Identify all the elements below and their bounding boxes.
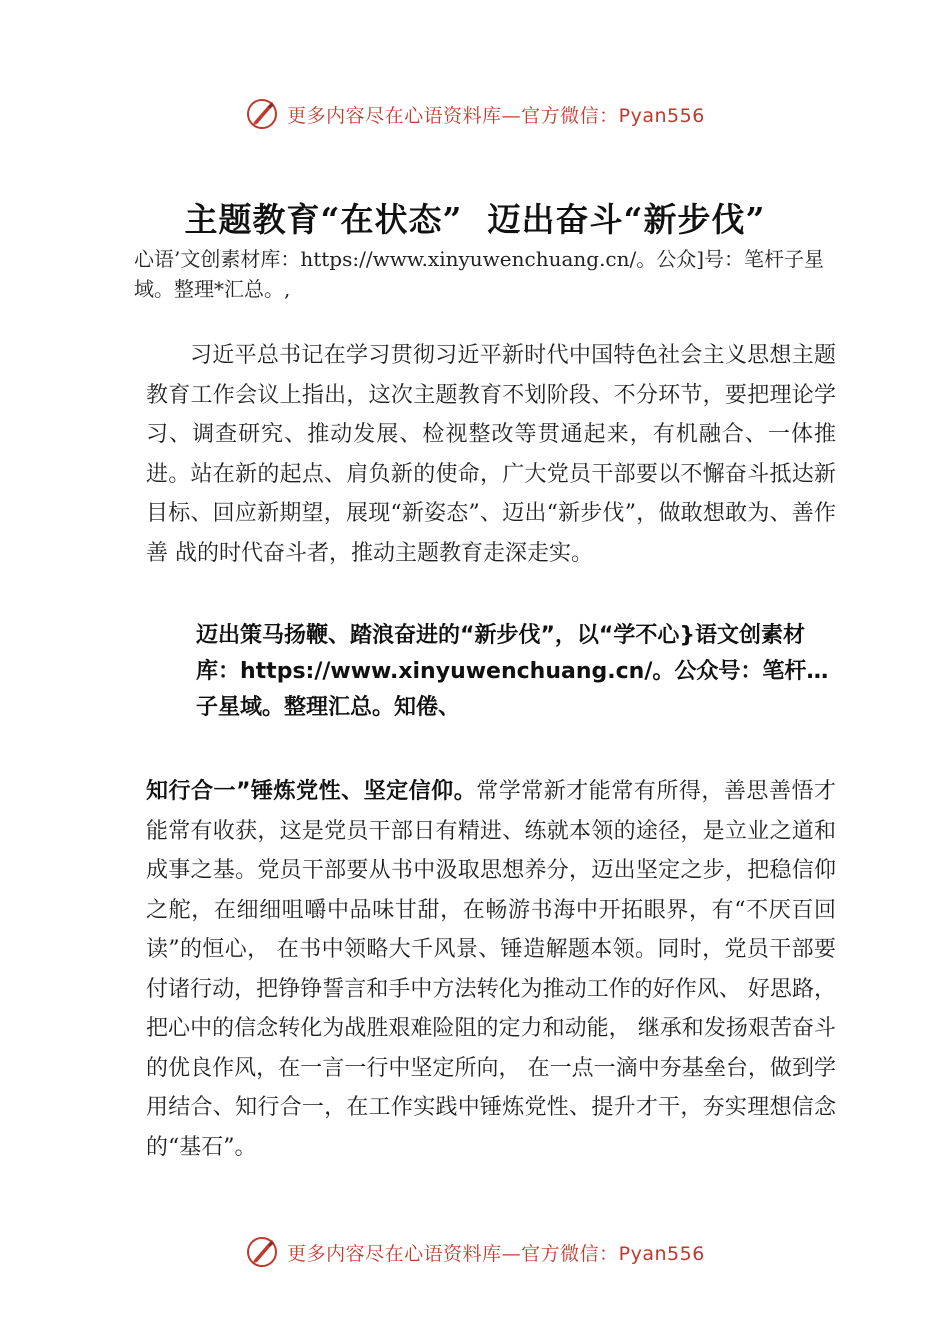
section-heading: 迈出策马扬鞭、踏浪奋进的“新步伐”，以“学不心}语文创素材库：https://www.xinyuwenchuang.cn/。公众号：笔杆…子星域。整理汇总。知倦、 <box>196 623 829 720</box>
quill-pen-icon <box>245 97 279 131</box>
watermark-text: 更多内容尽在心语资料库—官方微信：Pyan556 <box>287 1242 705 1265</box>
page-title: 主题教育“在状态” 迈出奋斗“新步伐” <box>184 200 766 239</box>
source-note: 心语’文创素材库：https://www.xinyuwenchuang.cn/。公众]号：笔杆子星域。整理*汇总。, <box>134 247 825 301</box>
paragraph-body <box>146 772 836 1167</box>
header-watermark <box>0 92 950 136</box>
paragraph-lead: 知行合一”锤炼党性、坚定信仰。 <box>146 779 477 804</box>
watermark-text: 更多内容尽在心语资料库—官方微信：Pyan556 <box>287 104 705 127</box>
paragraph-intro: 习近平总书记在学习贯彻习近平新时代中国特色社会主义思想主题教育工作会议上指出，这次主题教育不划阶段、不分环节，要把理论学习、调查研究、推动发展、检视整改等贯通起来，有机融合、一体推进。站在新的起点、肩负新的使命，广大党员干部要以不懈奋斗抵达新目标、回应新期望，展现“新姿态”、迈出“新步伐”，做敢想敢为、善作善 战的时代奋斗者，推动主题教育走深走实。 <box>146 343 836 566</box>
quill-pen-icon <box>245 1235 279 1269</box>
wechat-id: Pyan556 <box>618 1242 705 1265</box>
paragraph-rest: 常学常新才能常有所得，善思善悟才能常有收获，这是党员干部日有精进、练就本领的途径，是立业之道和成事之基。党员干部要从书中汲取思想养分，迈出坚定之步，把稳信仰之舵，在细细咀嚼中品味甘甜，在畅游书海中开拓眼界，有“不厌百回读”的恒心， 在书中领略大千风景、锤造解题本领。同时，党员干部要付诸行动，把铮铮誓言和手中方法转化为推动工作的好作风、 好思路，把心中的信念转化为战胜艰难险阻的定力和动能， 继承和发扬艰苦奋斗的优良作风，在一言一行中坚定所向， 在一点一滴中夯基垒台，做到学用结合、知行合一，在工作实践中锤炼党性、提升才干，夯实理想信念的“基石”。 <box>146 779 836 1160</box>
footer-watermark <box>0 1230 950 1274</box>
wechat-id: Pyan556 <box>618 104 705 127</box>
